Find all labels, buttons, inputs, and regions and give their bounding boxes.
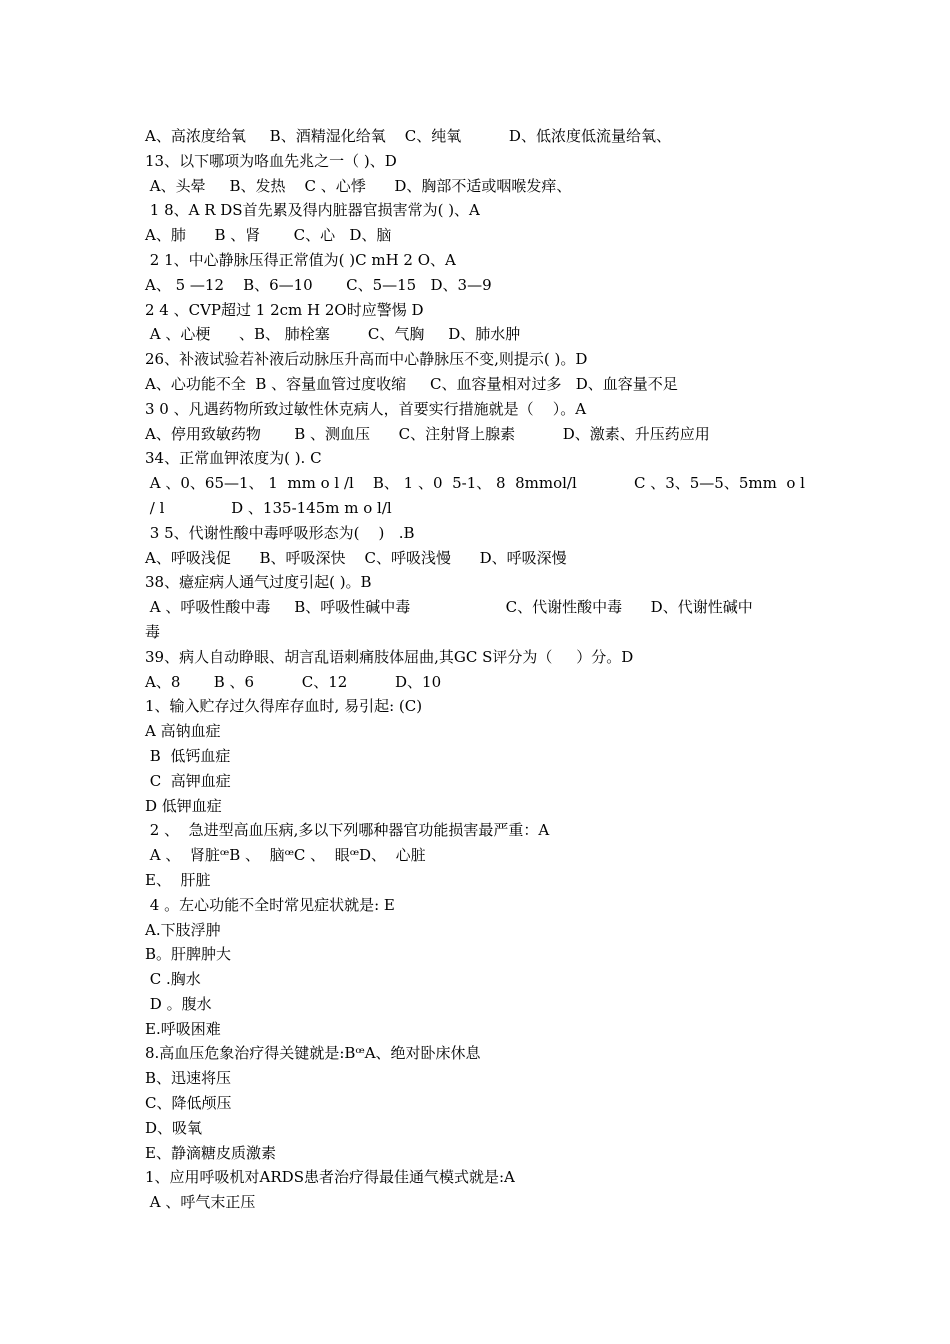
text-line: 8.高血压危象治疗得关键就是:BꟹA、绝对卧床休息 bbox=[145, 1044, 481, 1063]
text-line: A.下肢浮肿 bbox=[145, 920, 221, 939]
text-line: D 。腹水 bbox=[145, 994, 212, 1013]
text-line: D 低钾血症 bbox=[145, 796, 222, 815]
text-line: 毒 bbox=[145, 622, 161, 641]
text-line: A、呼吸浅促 B、呼吸深快 C、呼吸浅慢 D、呼吸深慢 bbox=[145, 548, 567, 567]
text-line: A、停用致敏药物 B 、测血压 C、注射肾上腺素 D、激素、升压药应用 bbox=[145, 424, 710, 443]
text-line: D、吸氧 bbox=[145, 1118, 203, 1137]
text-line: / l D 、135-145m m o l/l bbox=[145, 498, 392, 517]
text-line: E、 肝脏 bbox=[145, 870, 211, 889]
text-line: B、迅速将压 bbox=[145, 1069, 232, 1088]
text-line: E.呼吸困难 bbox=[145, 1019, 221, 1038]
text-line: A 、0、65—1、 1 mm o l /l B、 1 、0 5-1、 8 8mmol/l C 、3、5—5、5mm o l bbox=[145, 474, 805, 493]
text-line: A、 5 —12 B、6—10 C、5—15 D、3—9 bbox=[145, 275, 492, 294]
text-line: A 、 肾脏ꟹB 、 脑ꟹC 、 眼ꟹD、 心脏 bbox=[145, 846, 426, 865]
text-line: A 、呼气末正压 bbox=[145, 1193, 256, 1212]
text-line: A、高浓度给氧 B、酒精湿化给氧 C、纯氧 D、低浓度低流量给氧、 bbox=[145, 127, 671, 145]
text-line: E、静滴糖皮质激素 bbox=[145, 1143, 276, 1162]
text-line: A、头晕 B、发热 C 、心悸 D、胸部不适或咽喉发痒、 bbox=[145, 176, 572, 195]
text-line: B 低钙血症 bbox=[145, 746, 231, 765]
text-line: 3 0 、凡遇药物所致过敏性休克病人，首要实行措施就是（ ）。A bbox=[145, 399, 587, 418]
text-line: C、降低颅压 bbox=[145, 1094, 232, 1113]
text-line: 1、应用呼吸机对ARDS患者治疗得最佳通气模式就是:A bbox=[145, 1168, 515, 1187]
document-body bbox=[145, 124, 815, 1215]
text-line: A、心功能不全 B 、容量血管过度收缩 C、血容量相对过多 D、血容量不足 bbox=[145, 374, 678, 393]
text-line: C .胸水 bbox=[145, 970, 201, 989]
text-line: 13、以下哪项为咯血先兆之一（ )、D bbox=[145, 151, 397, 170]
text-line: A 高钠血症 bbox=[145, 722, 221, 741]
text-line: A 、心梗 、B、 肺栓塞 C、气胸 D、肺水肿 bbox=[145, 325, 521, 344]
text-line: 34、正常血钾浓度为( ). C bbox=[145, 449, 322, 468]
text-line: C 高钾血症 bbox=[145, 771, 231, 790]
text-line: 39、病人自动睁眼、胡言乱语刺痛肢体屈曲,其GC S评分为（ ）分。D bbox=[145, 647, 634, 666]
text-line: A、肺 B 、肾 C、心 D、脑 bbox=[145, 226, 392, 245]
text-line: 26、补液试验若补液后动脉压升高而中心静脉压不变,则提示( )。D bbox=[145, 350, 588, 369]
text-line: 1 8、A R DS首先累及得内脏器官损害常为( )、A bbox=[145, 201, 480, 220]
text-line: 4 。左心功能不全时常见症状就是: E bbox=[145, 895, 395, 914]
text-line: 38、癔症病人通气过度引起( )。B bbox=[145, 573, 372, 592]
text-line: 2 1、中心静脉压得正常值为( )C mH 2 O、A bbox=[145, 250, 456, 269]
text-line: 1、输入贮存过久得库存血时, 易引起: (C) bbox=[145, 697, 423, 716]
text-line: B。肝脾肿大 bbox=[145, 945, 232, 964]
text-line: 3 5、代谢性酸中毒呼吸形态为( ) .B bbox=[145, 523, 415, 542]
text-line: A、8 B 、6 C、12 D、10 bbox=[145, 672, 442, 691]
text-line: 2 、 急进型高血压病,多以下列哪种器官功能损害最严重：A bbox=[145, 821, 550, 840]
text-line: A 、呼吸性酸中毒 B、呼吸性碱中毒 C、代谢性酸中毒 D、代谢性碱中 bbox=[145, 598, 753, 617]
text-line: 2 4 、CVP超过 1 2cm H 2O时应警惕 D bbox=[145, 300, 424, 319]
